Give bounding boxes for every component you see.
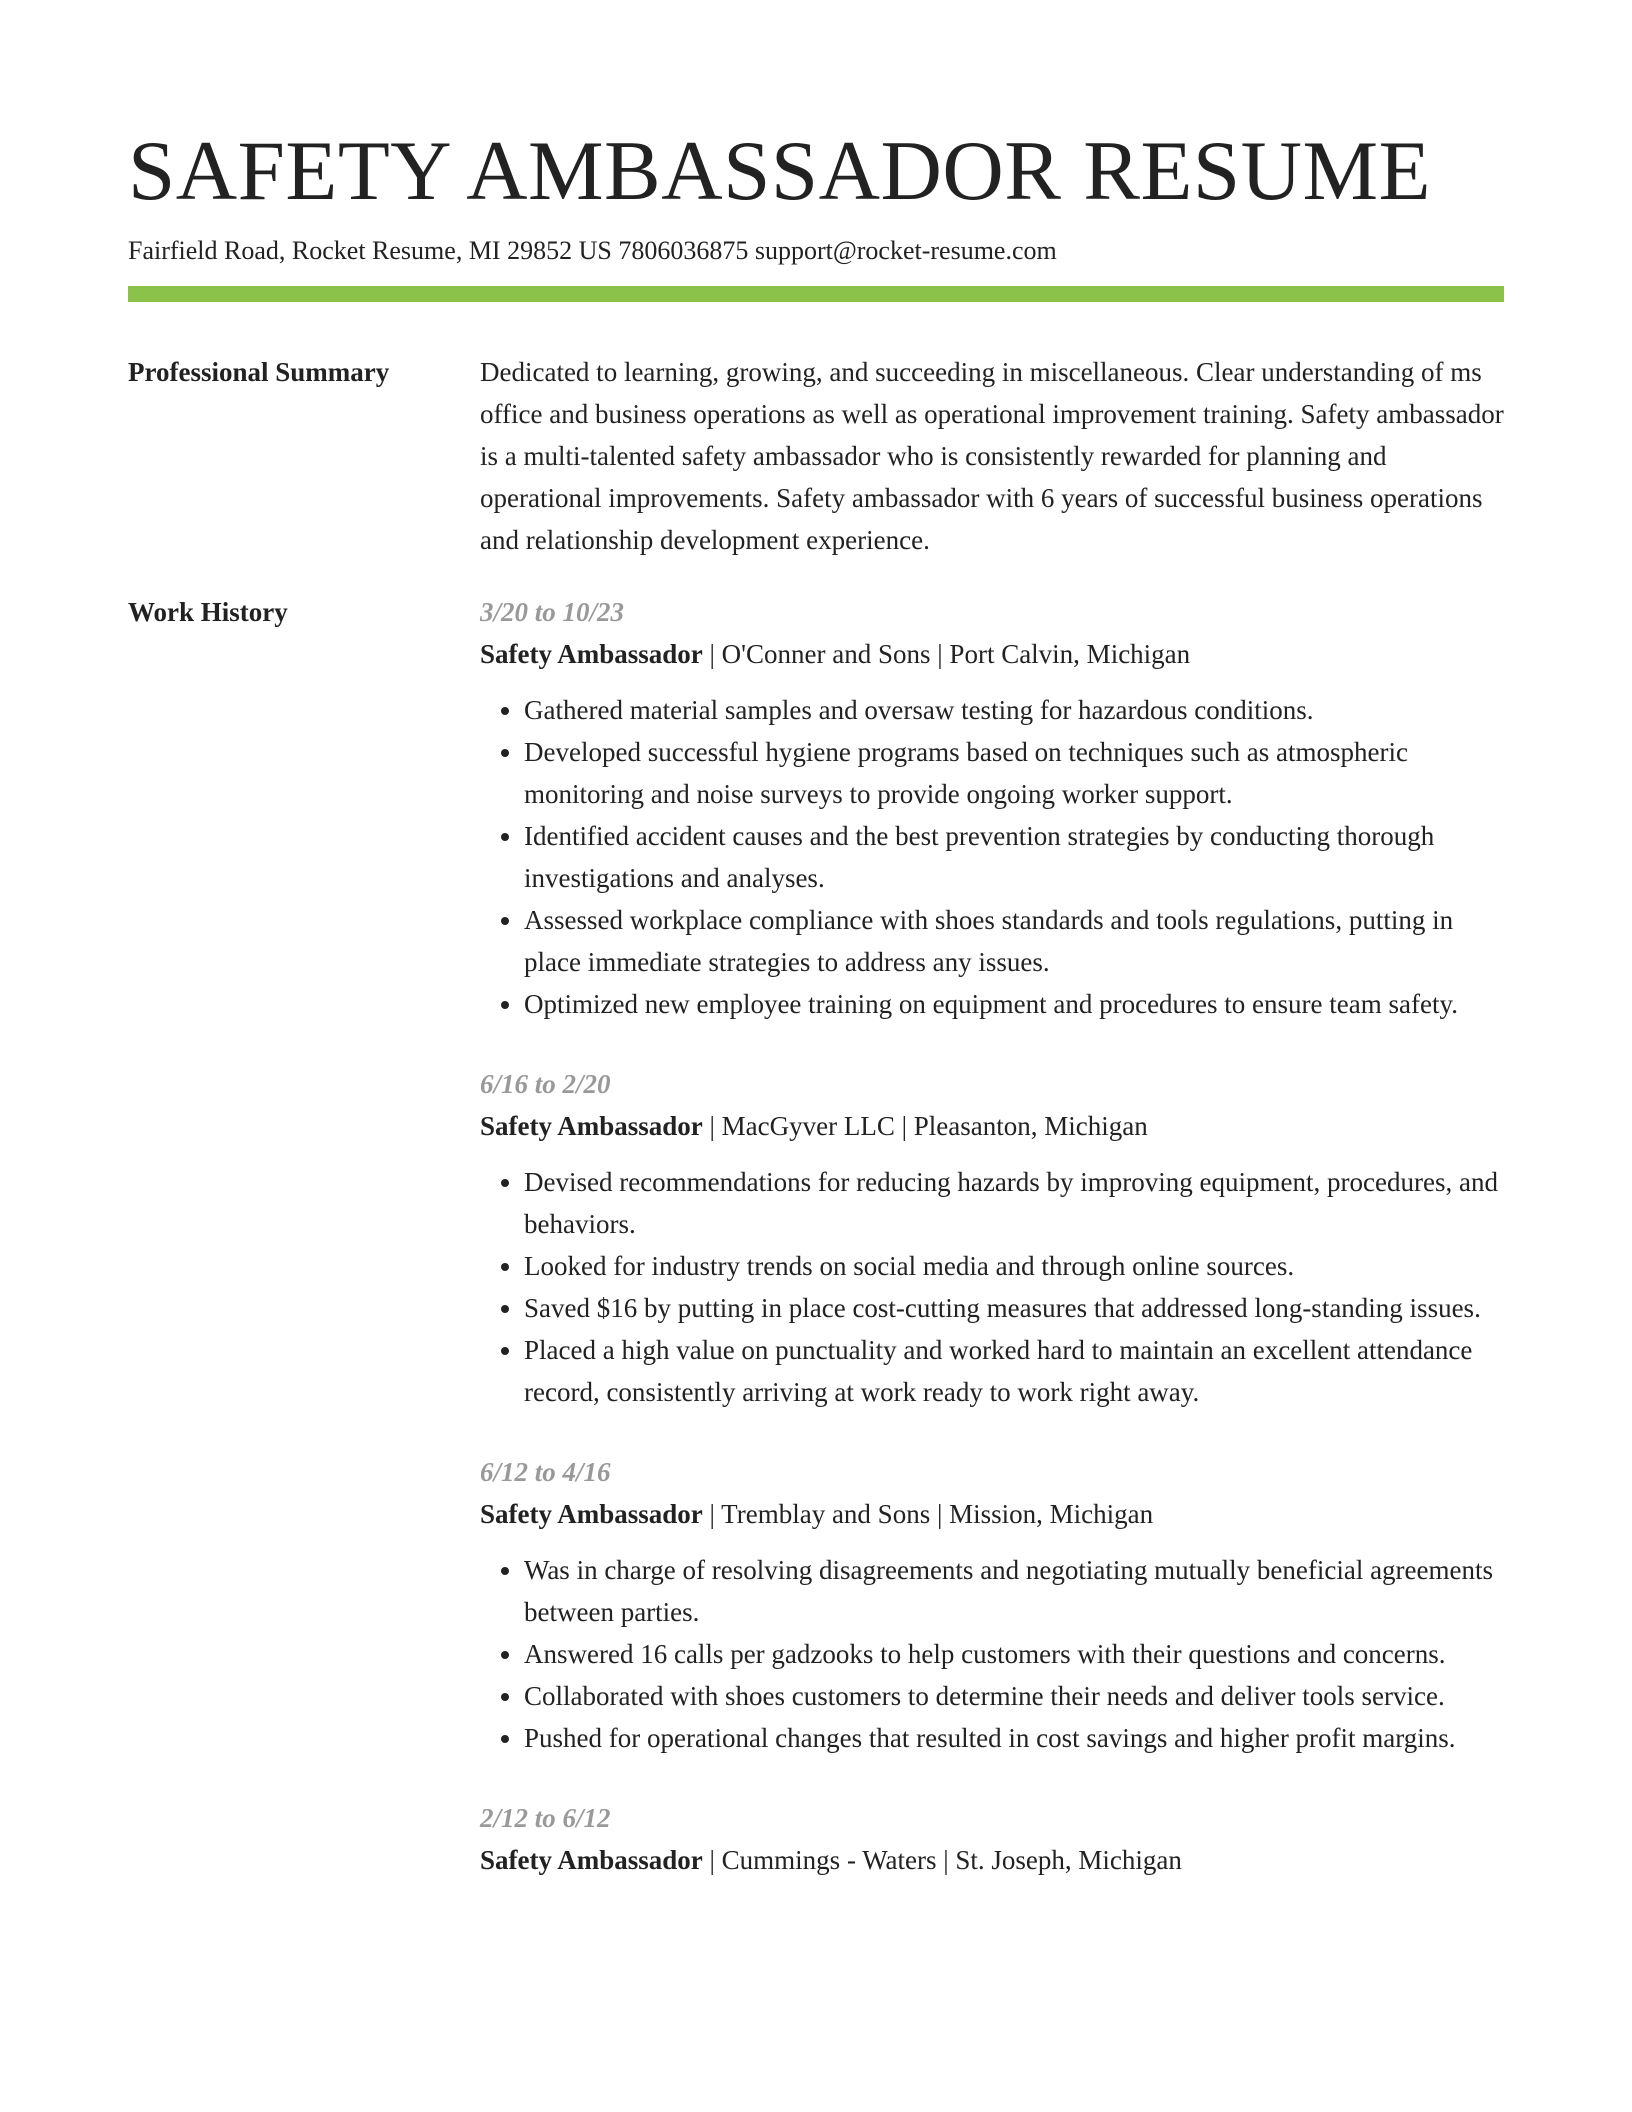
job-bullet: • Answered 16 calls per gadzooks to help customers with their questions and concerns. (524, 1633, 1504, 1675)
job-bullet: • Gathered material samples and oversaw testing for hazardous conditions. (524, 689, 1504, 731)
job-bullet: • Saved $16 by putting in place cost-cutting measures that addressed long-standing issues. (524, 1287, 1504, 1329)
job-entry (480, 1063, 1504, 1413)
job-title: Safety Ambassador (480, 639, 703, 669)
job-dates: 6/16 to 2/20 (480, 1069, 611, 1099)
job-heading (480, 1493, 1504, 1535)
job-entry (480, 1451, 1504, 1759)
job-entry (480, 591, 1504, 1025)
job-bullet: • Devised recommendations for reducing hazards by improving equipment, procedures, and behaviors. (524, 1161, 1504, 1245)
resume-page (128, 0, 1504, 1919)
accent-divider (128, 286, 1504, 302)
job-bullets (480, 689, 1504, 1025)
professional-summary-section (128, 351, 1504, 561)
resume-title: SAFETY AMBASSADOR RESUME (128, 124, 1432, 218)
work-history-body (480, 591, 1504, 1919)
job-entry (480, 1797, 1504, 1881)
section-label-professional-summary: Professional Summary (128, 357, 390, 387)
work-history-section (128, 591, 1504, 1919)
job-bullet: • Collaborated with shoes customers to determine their needs and deliver tools service. (524, 1675, 1504, 1717)
professional-summary-text: Dedicated to learning, growing, and succeeding in miscellaneous. Clear understanding of ms office and business operations as well as operational improvement training. Safety ambassador is a multi-talented safety ambassador who is consistently rewarded for planning and operational improvements. Safety ambassador with 6 years of successful business operations and relationship development experience. (480, 357, 1504, 555)
job-bullet: • Identified accident causes and the best prevention strategies by conducting thorough investigations and analyses. (524, 815, 1504, 899)
job-dates: 2/12 to 6/12 (480, 1803, 611, 1833)
job-heading (480, 633, 1504, 675)
job-title: Safety Ambassador (480, 1111, 703, 1141)
contact-info: Fairfield Road, Rocket Resume, MI 29852 US 7806036875 support@rocket-resume.com (128, 236, 1057, 265)
job-bullet: • Pushed for operational changes that resulted in cost savings and higher profit margins. (524, 1717, 1504, 1759)
section-label-work-history: Work History (128, 597, 288, 627)
job-title: Safety Ambassador (480, 1499, 703, 1529)
job-bullets (480, 1549, 1504, 1759)
job-employer-location: | Tremblay and Sons | Mission, Michigan (702, 1499, 1154, 1529)
job-bullet: • Placed a high value on punctuality and worked hard to maintain an excellent attendance record, consistently arriving at work ready to work right away. (524, 1329, 1504, 1413)
job-employer-location: | Cummings - Waters | St. Joseph, Michigan (702, 1845, 1182, 1875)
job-bullets (480, 1161, 1504, 1413)
job-bullet: • Optimized new employee training on equipment and procedures to ensure team safety. (524, 983, 1504, 1025)
job-bullet: • Looked for industry trends on social media and through online sources. (524, 1245, 1504, 1287)
job-heading (480, 1105, 1504, 1147)
job-bullet: • Was in charge of resolving disagreements and negotiating mutually beneficial agreements between parties. (524, 1549, 1504, 1633)
job-dates: 3/20 to 10/23 (480, 597, 625, 627)
job-title: Safety Ambassador (480, 1845, 703, 1875)
professional-summary-body (480, 351, 1504, 561)
job-heading (480, 1839, 1504, 1881)
job-dates: 6/12 to 4/16 (480, 1457, 611, 1487)
job-bullet: • Assessed workplace compliance with shoes standards and tools regulations, putting in place immediate strategies to address any issues. (524, 899, 1504, 983)
job-employer-location: | MacGyver LLC | Pleasanton, Michigan (702, 1111, 1148, 1141)
job-bullet: • Developed successful hygiene programs based on techniques such as atmospheric monitoring and noise surveys to provide ongoing worker support. (524, 731, 1504, 815)
job-employer-location: | O'Conner and Sons | Port Calvin, Michigan (702, 639, 1191, 669)
